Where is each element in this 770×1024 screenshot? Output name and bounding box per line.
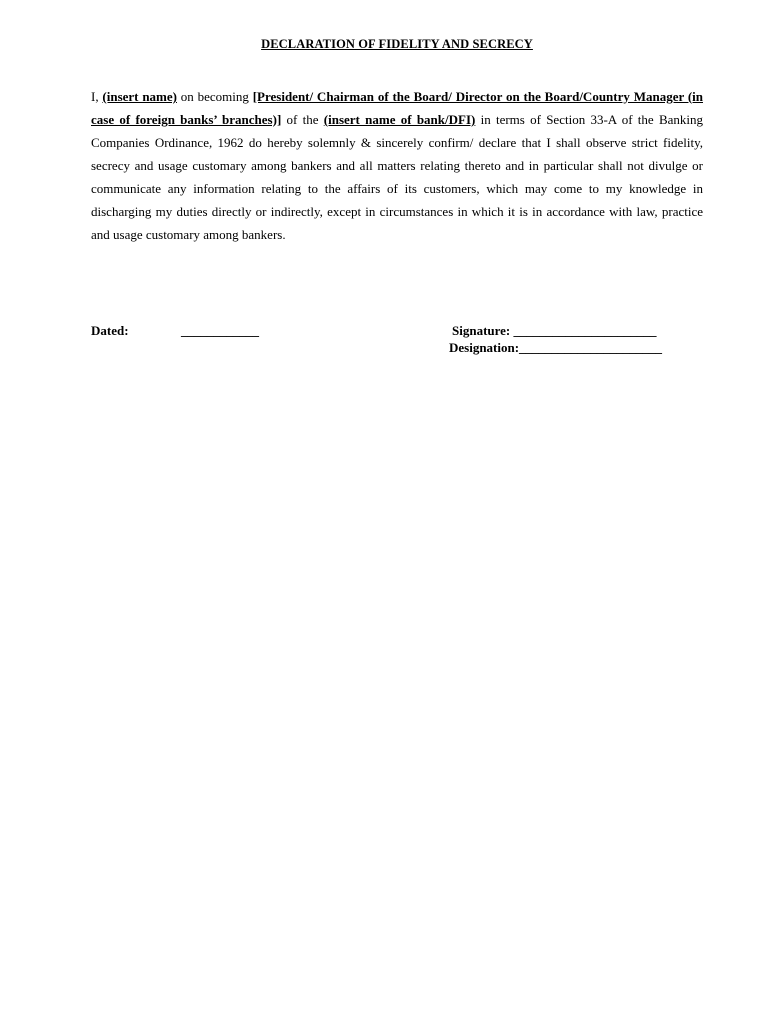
text-segment-3: of the [281,112,324,127]
designation-line: Designation:______________________ [449,340,663,355]
insert-name-placeholder: (insert name) [102,89,177,104]
document-title: DECLARATION OF FIDELITY AND SECRECY [261,37,533,51]
text-segment-1: I, [91,89,103,104]
text-segment-4: in terms of Section 33-A of the Banking Companies Ordinance, 1962 do hereby solemnly & sincerely confirm/ declare that I shall observe strict fidelity, secrecy and usage customary among bankers and all matters relating thereto and in particular shall not divulge or communicate any information relating to the affairs of its customers, which may come to my knowledge in discharging my duties directly or indirectly, except in circumstances in which it is in accordance with law, practice and usage customary among bankers. [91,112,703,242]
declaration-paragraph [91,85,703,246]
position-placeholder: [President/ Chairman of the Board/ Director on the Board/Country Manager (in case of foreign banks’ branches)] [91,89,703,127]
signature-line: Signature: ______________________ [452,323,657,338]
insert-bank-placeholder: (insert name of bank/DFI) [323,112,476,127]
dated-label: Dated: [91,323,129,338]
dated-blank-line: ____________ [181,323,259,338]
text-segment-2: on becoming [176,89,253,104]
